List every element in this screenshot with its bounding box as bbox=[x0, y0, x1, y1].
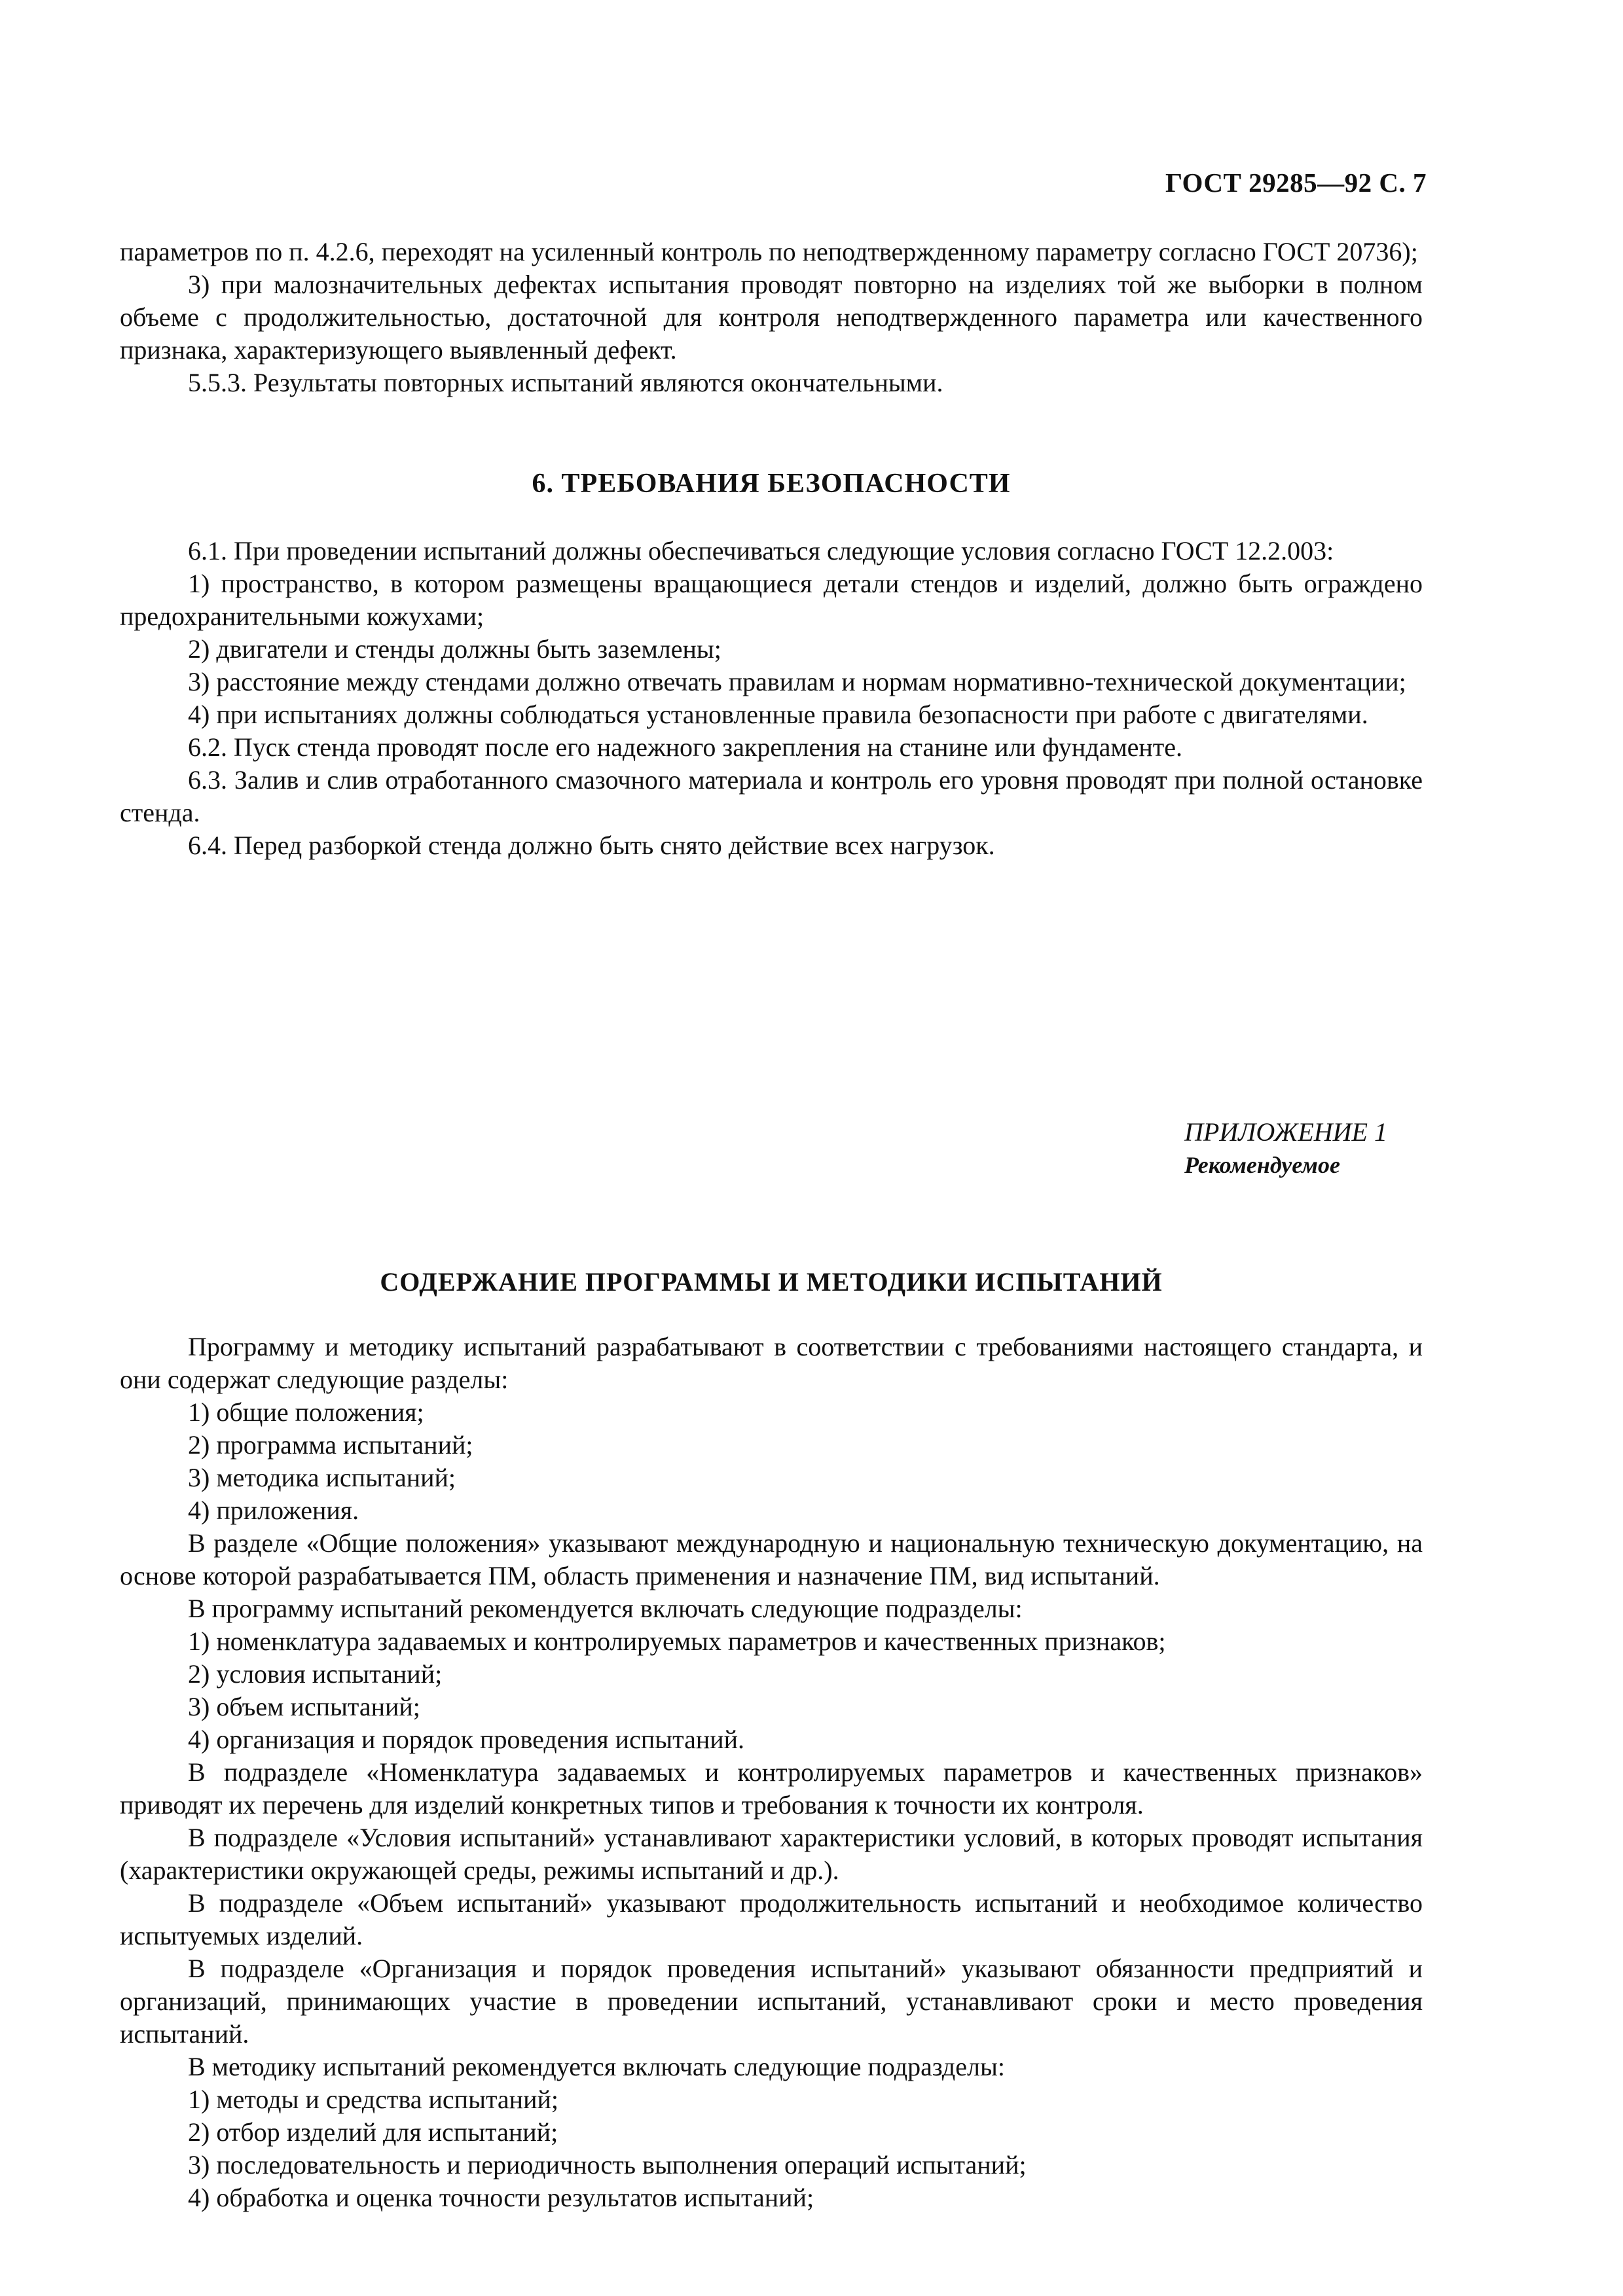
clause-6-3: 6.3. Залив и слив отработанного смазочного материала и контроль его уровня проводят при полной остановке стенда. bbox=[120, 765, 1423, 827]
section5-tail bbox=[120, 236, 1423, 399]
appendix-intro: Программу и методику испытаний разрабатывают в соответствии с требованиями настоящего стандарта, и они содержат следующие разделы: bbox=[120, 1332, 1423, 1394]
list-item: 4) организация и порядок проведения испытаний. bbox=[188, 1725, 745, 1754]
general-para: В разделе «Общие положения» указывают международную и национальную техническую документацию, на основе которой разрабатывается ПМ, область применения и назначение ПМ, вид испытаний. bbox=[120, 1528, 1423, 1590]
list-item: 2) отбор изделий для испытаний; bbox=[188, 2117, 558, 2147]
clause-6-1: 6.1. При проведении испытаний должны обеспечиваться следующие условия согласно ГОСТ 12.2.003: bbox=[188, 536, 1334, 565]
appendix-label: ПРИЛОЖЕНИЕ 1 bbox=[1184, 1117, 1387, 1147]
list-item: 3) последовательность и периодичность выполнения операций испытаний; bbox=[188, 2150, 1027, 2179]
list-item: 3) при малозначительных дефектах испытания проводят повторно на изделиях той же выборки в полном объеме с продолжительностью, достаточной для контроля неподтвержденного параметра или качественного признака, характеризующего выявленный дефект. bbox=[120, 270, 1423, 365]
organization-para: В подразделе «Организация и порядок проведения испытаний» указывают обязанности предприятий и организаций, принимающих участие в проведении испытаний, устанавливают сроки и место проведения испытаний. bbox=[120, 1954, 1423, 2049]
list-item: 2) программа испытаний; bbox=[188, 1430, 473, 1460]
list-item: 3) объем испытаний; bbox=[188, 1692, 420, 1721]
appendix-body bbox=[120, 1331, 1423, 2214]
nomenclature-para: В подразделе «Номенклатура задаваемых и контролируемых параметров и качественных признаков» приводят их перечень для изделий конкретных типов и требования к точности их контроля. bbox=[120, 1757, 1423, 1820]
clause-6-2: 6.2. Пуск стенда проводят после его надежного закрепления на станине или фундаменте. bbox=[188, 732, 1183, 762]
list-item: 2) двигатели и стенды должны быть заземлены; bbox=[188, 634, 721, 664]
list-item: 4) при испытаниях должны соблюдаться установленные правила безопасности при работе с двигателями. bbox=[188, 700, 1368, 729]
list-item: 1) общие положения; bbox=[188, 1397, 424, 1427]
list-item: 2) условия испытаний; bbox=[188, 1659, 443, 1689]
list-item: 1) пространство, в котором размещены вращающиеся детали стендов и изделий, должно быть ограждено предохранительными кожухами; bbox=[120, 569, 1423, 631]
conditions-para: В подразделе «Условия испытаний» устанавливают характеристики условий, в которых проводят испытания (характеристики окружающей среды, режимы испытаний и др.). bbox=[120, 1823, 1423, 1885]
clause-6-4: 6.4. Перед разборкой стенда должно быть снято действие всех нагрузок. bbox=[188, 831, 995, 860]
list-item: 1) номенклатура задаваемых и контролируемых параметров и качественных признаков; bbox=[188, 1626, 1166, 1656]
list-item: 3) расстояние между стендами должно отвечать правилам и нормам нормативно-технической документации; bbox=[188, 667, 1406, 696]
list-item: 1) методы и средства испытаний; bbox=[188, 2085, 558, 2114]
appendix-status: Рекомендуемое bbox=[1184, 1152, 1340, 1178]
volume-para: В подразделе «Объем испытаний» указывают продолжительность испытаний и необходимое количество испытуемых изделий. bbox=[120, 1888, 1423, 1950]
clause-5-5-3: 5.5.3. Результаты повторных испытаний являются окончательными. bbox=[188, 368, 943, 397]
section6 bbox=[120, 468, 1423, 499]
list-item: 3) методика испытаний; bbox=[188, 1463, 456, 1492]
appendix-label-block bbox=[1184, 1116, 1387, 1181]
paragraph-continued: параметров по п. 4.2.6, переходят на усиленный контроль по неподтвержденному параметру согласно ГОСТ 20736); bbox=[120, 237, 1418, 266]
page-header-standard-ref: ГОСТ 29285—92 С. 7 bbox=[1165, 168, 1427, 198]
method-intro: В методику испытаний рекомендуется включать следующие подразделы: bbox=[188, 2052, 1005, 2081]
section-heading: 6. ТРЕБОВАНИЯ БЕЗОПАСНОСТИ bbox=[532, 469, 1011, 499]
list-item: 4) приложения. bbox=[188, 1496, 359, 1525]
appendix-title-block bbox=[120, 1266, 1423, 1297]
appendix-title: СОДЕРЖАНИЕ ПРОГРАММЫ И МЕТОДИКИ ИСПЫТАНИЙ bbox=[380, 1267, 1163, 1297]
list-item: 4) обработка и оценка точности результатов испытаний; bbox=[188, 2183, 814, 2212]
section6-body bbox=[120, 535, 1423, 862]
program-intro: В программу испытаний рекомендуется включать следующие подразделы: bbox=[188, 1594, 1023, 1623]
